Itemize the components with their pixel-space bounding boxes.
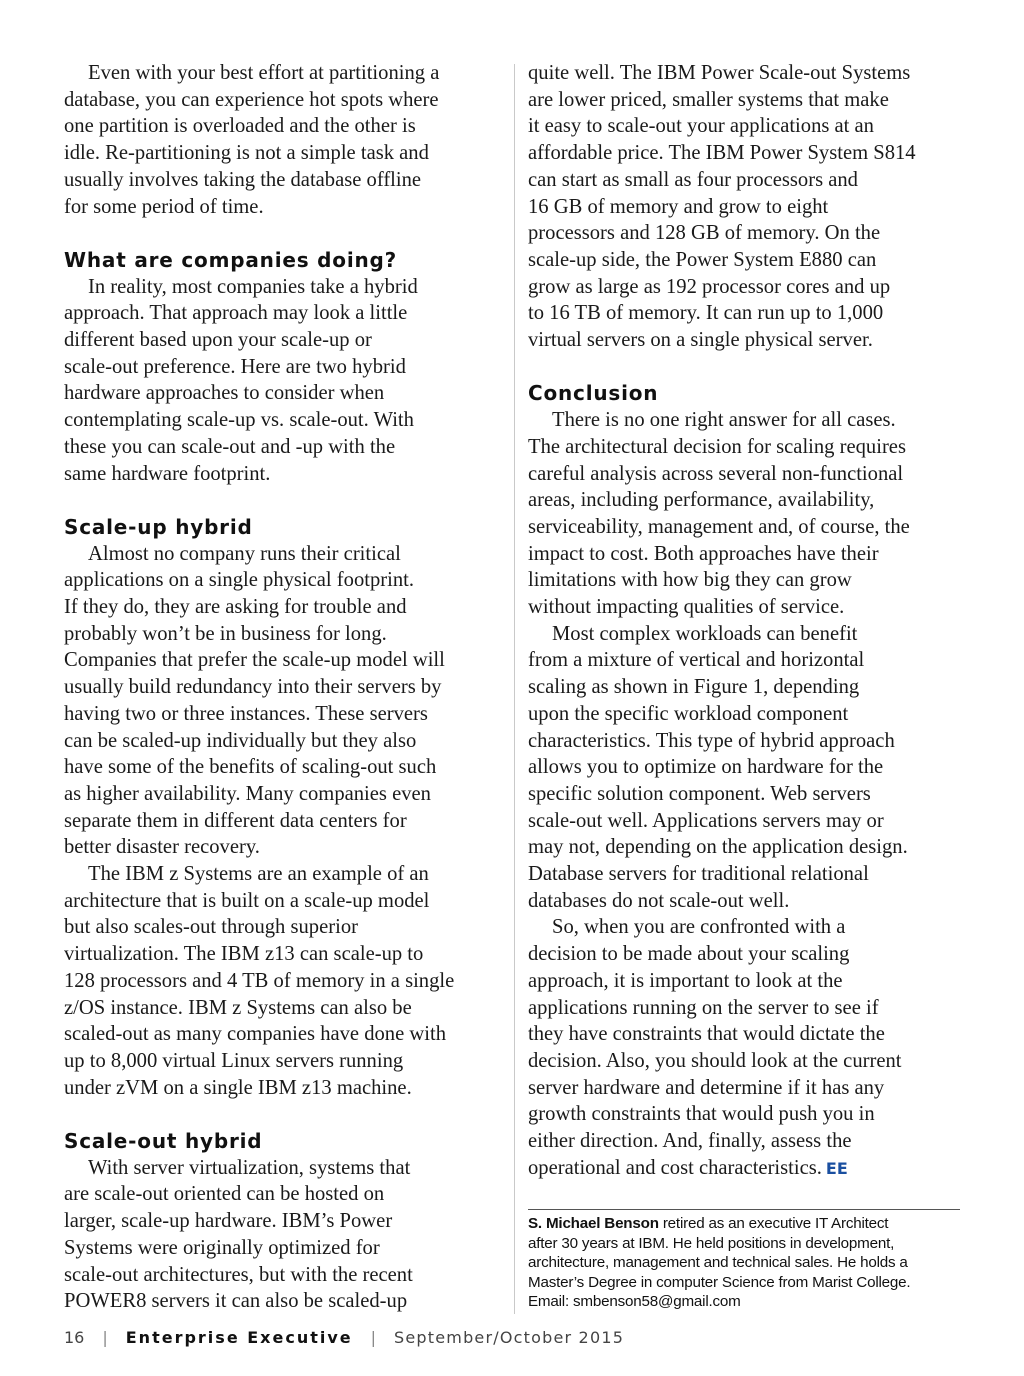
bio-line: architecture, management and technical sales. He holds a [528, 1254, 908, 1272]
paragraph-line: Most complex workloads can benefit [552, 622, 858, 645]
paragraph-line: up to 8,000 virtual Linux servers running [64, 1049, 404, 1072]
paragraph-scale-up-2 [64, 861, 504, 1101]
paragraph-line: are lower priced, smaller systems that make [528, 88, 889, 111]
paragraph-line: are scale-out oriented can be hosted on [64, 1183, 385, 1206]
page-number: 16 [64, 1327, 85, 1347]
intro-line: usually involves taking the database offline [64, 168, 422, 191]
paragraph-line: The architectural decision for scaling requires [528, 435, 906, 458]
paragraph-line: scale-out architectures, but with the recent [64, 1263, 413, 1286]
paragraph-line: Almost no company runs their critical [88, 542, 401, 565]
paragraph-line: approach, it is important to look at the [528, 969, 843, 992]
right-column [528, 60, 968, 1183]
paragraph-line: Systems were originally optimized for [64, 1236, 380, 1259]
intro-line: one partition is overloaded and the other is [64, 115, 416, 138]
paragraph-line: scaling as shown in Figure 1, depending [528, 676, 860, 699]
paragraph-line: they have constraints that would dictate the [528, 1023, 885, 1046]
paragraph-line: better disaster recovery. [64, 836, 260, 859]
paragraph-line: have some of the benefits of scaling-out such [64, 756, 437, 779]
section-heading-companies: What are companies doing? [64, 247, 398, 272]
paragraph-line: without impacting qualities of service. [528, 596, 845, 619]
paragraph-continued [528, 60, 968, 354]
paragraph-line: growth constraints that would push you in [528, 1103, 875, 1126]
paragraph-line: can be scaled-up individually but they also [64, 729, 417, 752]
paragraph-line: scaled-out as many companies have done with [64, 1023, 447, 1046]
left-column [64, 60, 504, 1315]
paragraph-line: decision. Also, you should look at the current [528, 1050, 902, 1072]
paragraph-line: under zVM on a single IBM z13 machine. [64, 1076, 412, 1099]
paragraph-line: characteristics. This type of hybrid approach [528, 729, 895, 752]
paragraph-line: architecture that is built on a scale-up model [64, 889, 430, 912]
page-footer [64, 1326, 624, 1348]
paragraph-line: z/OS instance. IBM z Systems can also be [64, 996, 412, 1019]
section-heading-scale-out-hybrid: Scale-out hybrid [64, 1129, 263, 1154]
paragraph-line: virtualization. The IBM z13 can scale-up to [64, 943, 424, 966]
paragraph-line: having two or three instances. These servers [64, 702, 428, 725]
paragraph-scale-out [64, 1155, 504, 1315]
intro-line: database, you can experience hot spots where [64, 88, 439, 111]
paragraph-line: Database servers for traditional relational [528, 863, 869, 886]
paragraph-companies [64, 274, 504, 488]
paragraph-line: it easy to scale-out your applications at an [528, 115, 874, 138]
paragraph-conclusion-1 [528, 407, 968, 621]
paragraph-line: contemplating scale-up vs. scale-out. With [64, 409, 414, 432]
paragraph-line: grow as large as 192 processor cores and up [528, 275, 891, 298]
column-divider [514, 64, 515, 1314]
footer-separator: | [102, 1327, 108, 1347]
bio-line: after 30 years at IBM. He held positions in development, [528, 1234, 895, 1252]
issue-date: September/October 2015 [394, 1327, 625, 1347]
paragraph-line: same hardware footprint. [64, 462, 271, 485]
paragraph-line: upon the specific workload component [528, 702, 849, 725]
bio-line-rest: retired as an executive IT Architect [658, 1215, 889, 1232]
paragraph-line: There is no one right answer for all cases. [552, 409, 896, 432]
bio-email: Email: smbenson58@gmail.com [528, 1293, 741, 1311]
paragraph-line: decision to be made about your scaling [528, 943, 850, 966]
paragraph-line: Companies that prefer the scale-up model will [64, 649, 445, 672]
paragraph-line: but also scales-out through superior [64, 916, 358, 939]
paragraph-line: can start as small as four processors and [528, 168, 858, 191]
paragraph-line: With server virtualization, systems that [88, 1156, 411, 1179]
paragraph-line: scale-out preference. Here are two hybrid [64, 355, 406, 378]
paragraph-line: quite well. The IBM Power Scale-out Systems [528, 62, 911, 84]
paragraph-line [528, 1155, 968, 1183]
paragraph-line: 16 GB of memory and grow to eight [528, 195, 829, 218]
bio-line [528, 1214, 964, 1234]
paragraph-line: So, when you are confronted with a [552, 916, 846, 939]
final-line-text: operational and cost characteristics. [528, 1156, 822, 1179]
paragraph-line: affordable price. The IBM Power System S814 [528, 142, 916, 165]
paragraph-line: virtual servers on a single physical server. [528, 329, 873, 352]
paragraph-line: scale-up side, the Power System E880 can [528, 248, 877, 271]
paragraph-line: serviceability, management and, of course, the [528, 515, 910, 538]
paragraph-line: server hardware and determine if it has any [528, 1076, 885, 1099]
intro-line: for some period of time. [64, 195, 264, 218]
bio-line: Master’s Degree in computer Science from Marist College. [528, 1273, 911, 1291]
paragraph-line: from a mixture of vertical and horizontal [528, 649, 865, 672]
paragraph-line: applications running on the server to see if [528, 996, 879, 1019]
paragraph-line: careful analysis across several non-functional [528, 462, 904, 485]
paragraph-line: approach. That approach may look a little [64, 302, 408, 325]
paragraph-line: these you can scale-out and -up with the [64, 435, 396, 458]
paragraph-line: applications on a single physical footprint. [64, 569, 415, 592]
paragraph-line: areas, including performance, availability, [528, 489, 875, 512]
paragraph-line: 128 processors and 4 TB of memory in a single [64, 969, 455, 992]
paragraph-line: may not, depending on the application design. [528, 836, 908, 859]
author-name: S. Michael Benson [528, 1215, 659, 1232]
paragraph-line: as higher availability. Many companies even [64, 782, 431, 805]
paragraph-line: In reality, most companies take a hybrid [88, 275, 418, 298]
intro-line: idle. Re-partitioning is not a simple task and [64, 142, 429, 165]
author-bio [528, 1214, 964, 1312]
paragraph-line: specific solution component. Web servers [528, 782, 871, 805]
paragraph-line: limitations with how big they can grow [528, 569, 852, 592]
paragraph-line: allows you to optimize on hardware for the [528, 756, 884, 779]
paragraph-line: POWER8 servers it can also be scaled-up [64, 1290, 408, 1313]
paragraph-line: databases do not scale-out well. [528, 889, 790, 912]
paragraph-line: scale-out well. Applications servers may or [528, 809, 884, 832]
paragraph-line: separate them in different data centers for [64, 809, 407, 832]
paragraph-line: hardware approaches to consider when [64, 382, 385, 405]
magazine-title: Enterprise Executive [125, 1327, 353, 1347]
paragraph-line: usually build redundancy into their servers by [64, 676, 442, 699]
paragraph-line: impact to cost. Both approaches have their [528, 542, 879, 565]
paragraph-line: different based upon your scale-up or [64, 329, 372, 352]
section-heading-scale-up-hybrid: Scale-up hybrid [64, 514, 253, 539]
paragraph-conclusion-2 [528, 621, 968, 915]
paragraph-conclusion-3 [528, 914, 968, 1182]
paragraph-scale-up-1 [64, 541, 504, 861]
intro-line: Even with your best effort at partitioning a [88, 62, 440, 84]
bio-divider [528, 1209, 960, 1210]
section-heading-conclusion: Conclusion [528, 381, 659, 406]
paragraph-line: larger, scale-up hardware. IBM’s Power [64, 1210, 393, 1233]
paragraph-line: processors and 128 GB of memory. On the [528, 222, 881, 245]
paragraph-line: either direction. And, finally, assess the [528, 1130, 852, 1153]
paragraph-line: probably won’t be in business for long. [64, 622, 387, 645]
paragraph-line: to 16 TB of memory. It can run up to 1,000 [528, 302, 884, 325]
end-mark: EE [825, 1158, 848, 1178]
paragraph-line: The IBM z Systems are an example of an [88, 863, 429, 886]
footer-separator: | [370, 1327, 377, 1347]
paragraph-line: If they do, they are asking for trouble and [64, 596, 407, 619]
